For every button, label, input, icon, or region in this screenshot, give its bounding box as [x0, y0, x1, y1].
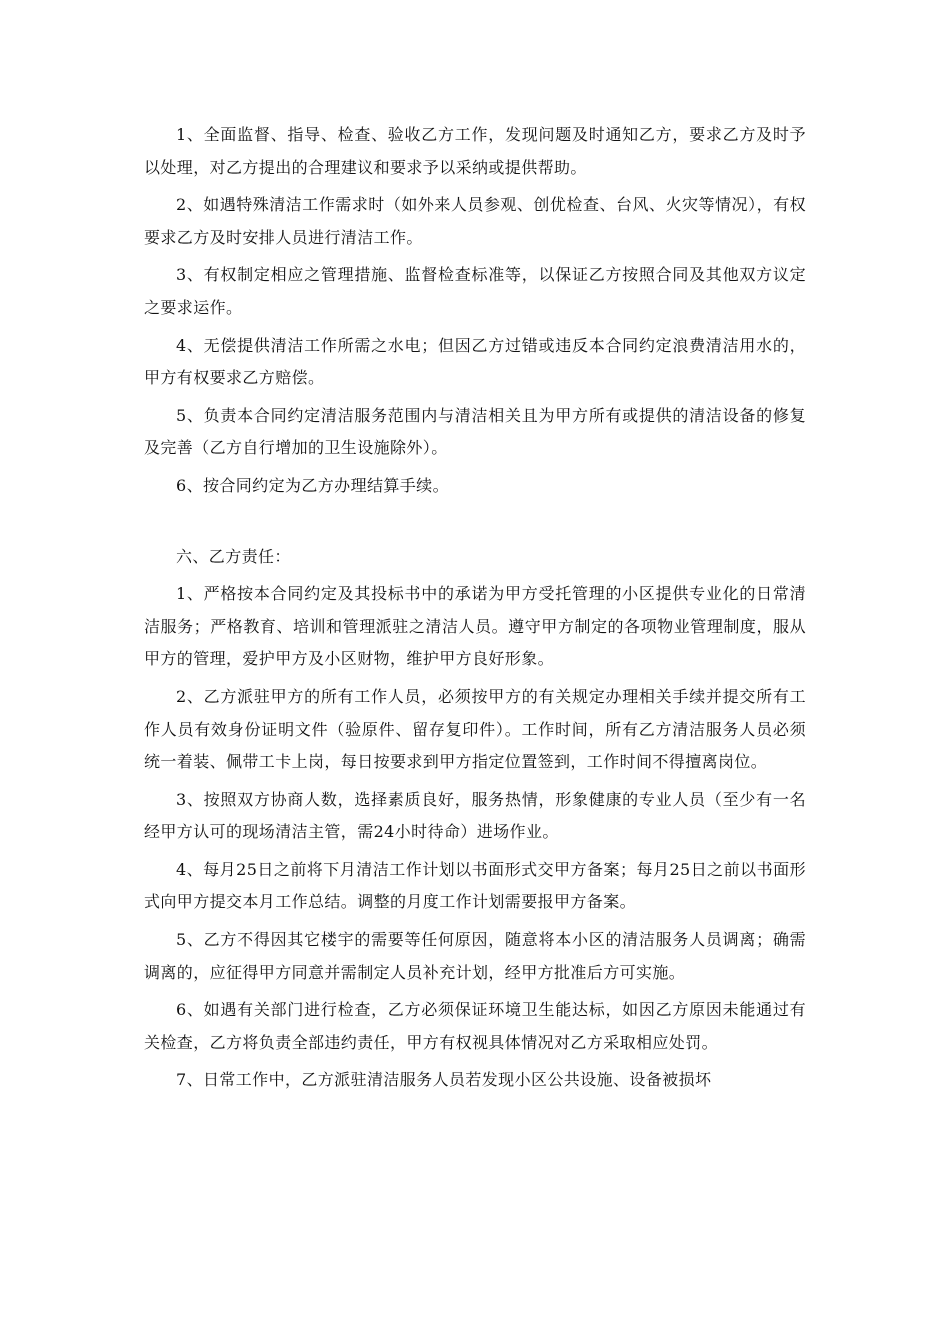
party-a-duty-2: 2、如遇特殊清洁工作需求时（如外来人员参观、创优检查、台风、火灾等情况），有权要求乙方及时安排人员进行清洁工作。 [144, 195, 806, 247]
party-a-duty-3: 3、有权制定相应之管理措施、监督检查标准等，以保证乙方按照合同及其他双方议定之要求运作。 [144, 265, 806, 317]
section-heading: 六、乙方责任： [176, 546, 291, 566]
party-b-duty-3: 3、按照双方协商人数，选择素质良好，服务热情，形象健康的专业人员（至少有一名经甲方认可的现场清洁主管，需24小时待命）进场作业。 [144, 789, 806, 842]
party-a-duty-5: 5、负责本合同约定清洁服务范围内与清洁相关且为甲方所有或提供的清洁设备的修复及完善（乙方自行增加的卫生设施除外）。 [144, 405, 806, 458]
party-a-duty-1: 1、全面监督、指导、检查、验收乙方工作，发现问题及时通知乙方，要求乙方及时予以处理，对乙方提出的合理建议和要求予以采纳或提供帮助。 [144, 125, 806, 177]
party-b-duty-2: 2、乙方派驻甲方的所有工作人员，必须按甲方的有关规定办理相关手续并提交所有工作人员有效身份证明文件（验原件、留存复印件）。工作时间，所有乙方清洁服务人员必须统一着装、佩带工卡上岗，每日按要求到甲方指定位置签到，工作时间不得擅离岗位。 [144, 686, 806, 772]
party-b-duty-4: 4、每月25日之前将下月清洁工作计划以书面形式交甲方备案；每月25日之前以书面形式向甲方提交本月工作总结。调整的月度工作计划需要报甲方备案。 [144, 859, 806, 912]
party-a-duty-4: 4、无偿提供清洁工作所需之水电；但因乙方过错或违反本合同约定浪费清洁用水的，甲方有权要求乙方赔偿。 [144, 335, 806, 388]
party-b-duty-5: 5、乙方不得因其它楼宇的需要等任何原因，随意将本小区的清洁服务人员调离；确需调离的，应征得甲方同意并需制定人员补充计划，经甲方批准后方可实施。 [144, 930, 806, 982]
party-b-duty-7: 7、日常工作中，乙方派驻清洁服务人员若发现小区公共设施、设备被损坏 [176, 1070, 712, 1090]
party-b-duty-6: 6、如遇有关部门进行检查，乙方必须保证环境卫生能达标，如因乙方原因未能通过有关检查，乙方将负责全部违约责任，甲方有权视具体情况对乙方采取相应处罚。 [144, 1000, 806, 1052]
party-a-duty-6: 6、按合同约定为乙方办理结算手续。 [176, 475, 449, 495]
party-b-duty-1: 1、严格按本合同约定及其投标书中的承诺为甲方受托管理的小区提供专业化的日常清洁服务；严格教育、培训和管理派驻之清洁人员。遵守甲方制定的各项物业管理制度，服从甲方的管理，爱护甲方及小区财物，维护甲方良好形象。 [144, 584, 806, 669]
document-page [144, 119, 806, 1102]
